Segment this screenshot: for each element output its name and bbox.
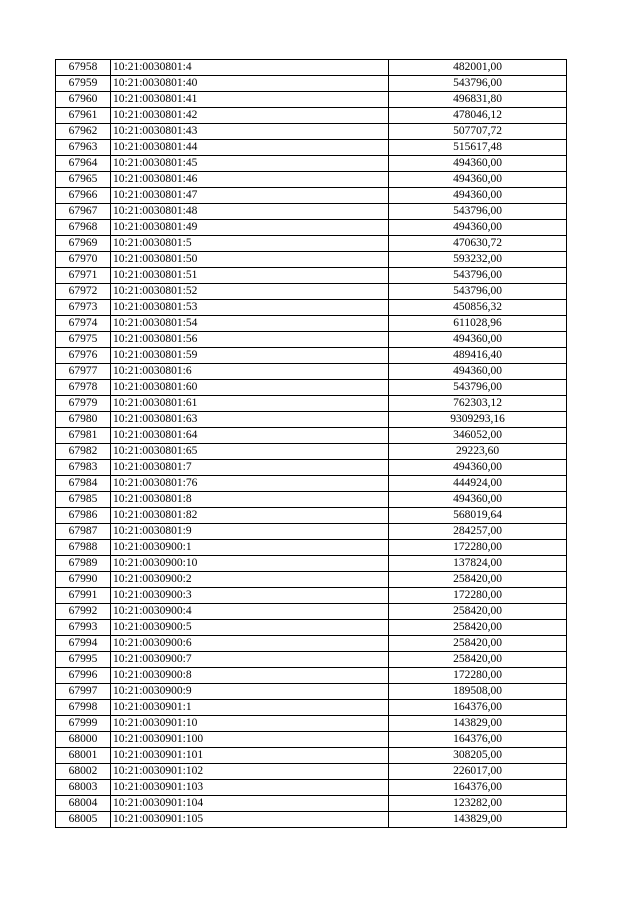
table-row [56,812,567,828]
table-row [56,572,567,588]
value-cell: 346052,00 [389,428,567,444]
value-cell: 258420,00 [389,572,567,588]
row-number-cell: 67978 [56,380,111,396]
cadastral-number-cell: 10:21:0030801:45 [111,156,389,172]
value-cell: 494360,00 [389,460,567,476]
cadastral-number-cell: 10:21:0030900:7 [111,652,389,668]
row-number-cell: 68003 [56,780,111,796]
cadastral-number-cell: 10:21:0030801:4 [111,60,389,76]
cadastral-number-cell: 10:21:0030901:1 [111,700,389,716]
table-row [56,316,567,332]
value-cell: 258420,00 [389,652,567,668]
cadastral-number-cell: 10:21:0030801:49 [111,220,389,236]
table-row [56,444,567,460]
table-row [56,476,567,492]
table-row [56,92,567,108]
value-cell: 494360,00 [389,332,567,348]
value-cell: 143829,00 [389,812,567,828]
row-number-cell: 67993 [56,620,111,636]
table-row [56,716,567,732]
value-cell: 258420,00 [389,620,567,636]
value-cell: 478046,12 [389,108,567,124]
cadastral-number-cell: 10:21:0030801:47 [111,188,389,204]
row-number-cell: 67971 [56,268,111,284]
table-row [56,460,567,476]
cadastral-number-cell: 10:21:0030801:65 [111,444,389,460]
row-number-cell: 68001 [56,748,111,764]
value-cell: 189508,00 [389,684,567,700]
cadastral-number-cell: 10:21:0030901:104 [111,796,389,812]
row-number-cell: 67966 [56,188,111,204]
table-row [56,60,567,76]
value-cell: 172280,00 [389,668,567,684]
table-row [56,76,567,92]
table-row [56,764,567,780]
table-row [56,300,567,316]
value-cell: 593232,00 [389,252,567,268]
cadastral-number-cell: 10:21:0030801:6 [111,364,389,380]
row-number-cell: 67960 [56,92,111,108]
value-cell: 494360,00 [389,364,567,380]
table-row [56,556,567,572]
row-number-cell: 67989 [56,556,111,572]
table-row [56,796,567,812]
row-number-cell: 68000 [56,732,111,748]
table-row [56,396,567,412]
row-number-cell: 67991 [56,588,111,604]
row-number-cell: 67998 [56,700,111,716]
value-cell: 762303,12 [389,396,567,412]
value-cell: 143829,00 [389,716,567,732]
row-number-cell: 67999 [56,716,111,732]
cadastral-number-cell: 10:21:0030801:44 [111,140,389,156]
table-row [56,268,567,284]
value-cell: 137824,00 [389,556,567,572]
cadastral-number-cell: 10:21:0030901:100 [111,732,389,748]
row-number-cell: 67968 [56,220,111,236]
value-cell: 494360,00 [389,172,567,188]
table-row [56,140,567,156]
row-number-cell: 67988 [56,540,111,556]
row-number-cell: 67961 [56,108,111,124]
row-number-cell: 67975 [56,332,111,348]
value-cell: 543796,00 [389,380,567,396]
table-row [56,524,567,540]
cadastral-number-cell: 10:21:0030801:48 [111,204,389,220]
cadastral-number-cell: 10:21:0030801:42 [111,108,389,124]
value-cell: 494360,00 [389,220,567,236]
row-number-cell: 67984 [56,476,111,492]
table-row [56,588,567,604]
row-number-cell: 67979 [56,396,111,412]
table-row [56,428,567,444]
cadastral-number-cell: 10:21:0030900:4 [111,604,389,620]
table-row [56,332,567,348]
value-cell: 258420,00 [389,636,567,652]
cadastral-number-cell: 10:21:0030801:43 [111,124,389,140]
data-table [55,59,567,828]
cadastral-number-cell: 10:21:0030801:7 [111,460,389,476]
value-cell: 450856,32 [389,300,567,316]
table-row [56,620,567,636]
value-cell: 226017,00 [389,764,567,780]
value-cell: 494360,00 [389,492,567,508]
row-number-cell: 67997 [56,684,111,700]
row-number-cell: 67980 [56,412,111,428]
table-row [56,700,567,716]
table-row [56,492,567,508]
cadastral-number-cell: 10:21:0030900:9 [111,684,389,700]
table-row [56,284,567,300]
cadastral-number-cell: 10:21:0030801:64 [111,428,389,444]
row-number-cell: 67996 [56,668,111,684]
cadastral-number-cell: 10:21:0030901:10 [111,716,389,732]
value-cell: 543796,00 [389,284,567,300]
value-cell: 494360,00 [389,188,567,204]
value-cell: 482001,00 [389,60,567,76]
value-cell: 444924,00 [389,476,567,492]
table-row [56,236,567,252]
cadastral-number-cell: 10:21:0030801:50 [111,252,389,268]
row-number-cell: 67985 [56,492,111,508]
row-number-cell: 67962 [56,124,111,140]
row-number-cell: 67969 [56,236,111,252]
cadastral-number-cell: 10:21:0030801:76 [111,476,389,492]
table-row [56,684,567,700]
value-cell: 308205,00 [389,748,567,764]
table-row [56,380,567,396]
cadastral-number-cell: 10:21:0030801:41 [111,92,389,108]
value-cell: 258420,00 [389,604,567,620]
row-number-cell: 67964 [56,156,111,172]
value-cell: 543796,00 [389,204,567,220]
value-cell: 172280,00 [389,588,567,604]
row-number-cell: 67990 [56,572,111,588]
value-cell: 507707,72 [389,124,567,140]
table-row [56,220,567,236]
cadastral-number-cell: 10:21:0030901:102 [111,764,389,780]
row-number-cell: 67977 [56,364,111,380]
value-cell: 29223,60 [389,444,567,460]
value-cell: 172280,00 [389,540,567,556]
table-row [56,508,567,524]
cadastral-number-cell: 10:21:0030801:40 [111,76,389,92]
table-row [56,108,567,124]
row-number-cell: 67973 [56,300,111,316]
cadastral-number-cell: 10:21:0030901:101 [111,748,389,764]
cadastral-number-cell: 10:21:0030801:54 [111,316,389,332]
table-row [56,364,567,380]
row-number-cell: 67967 [56,204,111,220]
cadastral-number-cell: 10:21:0030801:53 [111,300,389,316]
table-row [56,732,567,748]
table-row [56,540,567,556]
table-row [56,604,567,620]
table-row [56,668,567,684]
value-cell: 470630,72 [389,236,567,252]
table-row [56,156,567,172]
cadastral-number-cell: 10:21:0030801:60 [111,380,389,396]
row-number-cell: 67974 [56,316,111,332]
table-row [56,188,567,204]
row-number-cell: 67976 [56,348,111,364]
value-cell: 515617,48 [389,140,567,156]
cadastral-number-cell: 10:21:0030900:2 [111,572,389,588]
row-number-cell: 67981 [56,428,111,444]
cadastral-number-cell: 10:21:0030801:61 [111,396,389,412]
value-cell: 164376,00 [389,732,567,748]
table-body [56,60,567,828]
row-number-cell: 67983 [56,460,111,476]
row-number-cell: 67986 [56,508,111,524]
value-cell: 496831,80 [389,92,567,108]
row-number-cell: 67995 [56,652,111,668]
table-row [56,636,567,652]
table-row [56,412,567,428]
cadastral-number-cell: 10:21:0030801:82 [111,508,389,524]
cadastral-number-cell: 10:21:0030901:105 [111,812,389,828]
value-cell: 611028,96 [389,316,567,332]
value-cell: 9309293,16 [389,412,567,428]
row-number-cell: 67970 [56,252,111,268]
cadastral-number-cell: 10:21:0030901:103 [111,780,389,796]
row-number-cell: 67987 [56,524,111,540]
table-row [56,748,567,764]
row-number-cell: 67982 [56,444,111,460]
table-row [56,124,567,140]
table-row [56,204,567,220]
cadastral-number-cell: 10:21:0030900:6 [111,636,389,652]
cadastral-number-cell: 10:21:0030900:8 [111,668,389,684]
row-number-cell: 67994 [56,636,111,652]
row-number-cell: 67992 [56,604,111,620]
value-cell: 568019,64 [389,508,567,524]
table-row [56,348,567,364]
row-number-cell: 67959 [56,76,111,92]
cadastral-number-cell: 10:21:0030900:10 [111,556,389,572]
cadastral-number-cell: 10:21:0030900:3 [111,588,389,604]
row-number-cell: 68005 [56,812,111,828]
cadastral-number-cell: 10:21:0030801:46 [111,172,389,188]
cadastral-number-cell: 10:21:0030900:5 [111,620,389,636]
row-number-cell: 67972 [56,284,111,300]
table-row [56,652,567,668]
value-cell: 284257,00 [389,524,567,540]
cadastral-number-cell: 10:21:0030801:8 [111,492,389,508]
value-cell: 543796,00 [389,268,567,284]
row-number-cell: 67965 [56,172,111,188]
value-cell: 164376,00 [389,700,567,716]
cadastral-number-cell: 10:21:0030801:52 [111,284,389,300]
value-cell: 164376,00 [389,780,567,796]
row-number-cell: 67958 [56,60,111,76]
table-row [56,172,567,188]
row-number-cell: 67963 [56,140,111,156]
value-cell: 123282,00 [389,796,567,812]
cadastral-number-cell: 10:21:0030801:5 [111,236,389,252]
cadastral-number-cell: 10:21:0030801:63 [111,412,389,428]
table-row [56,252,567,268]
value-cell: 543796,00 [389,76,567,92]
value-cell: 494360,00 [389,156,567,172]
cadastral-number-cell: 10:21:0030801:59 [111,348,389,364]
cadastral-number-cell: 10:21:0030900:1 [111,540,389,556]
table-row [56,780,567,796]
row-number-cell: 68002 [56,764,111,780]
value-cell: 489416,40 [389,348,567,364]
cadastral-number-cell: 10:21:0030801:51 [111,268,389,284]
cadastral-number-cell: 10:21:0030801:9 [111,524,389,540]
cadastral-number-cell: 10:21:0030801:56 [111,332,389,348]
row-number-cell: 68004 [56,796,111,812]
